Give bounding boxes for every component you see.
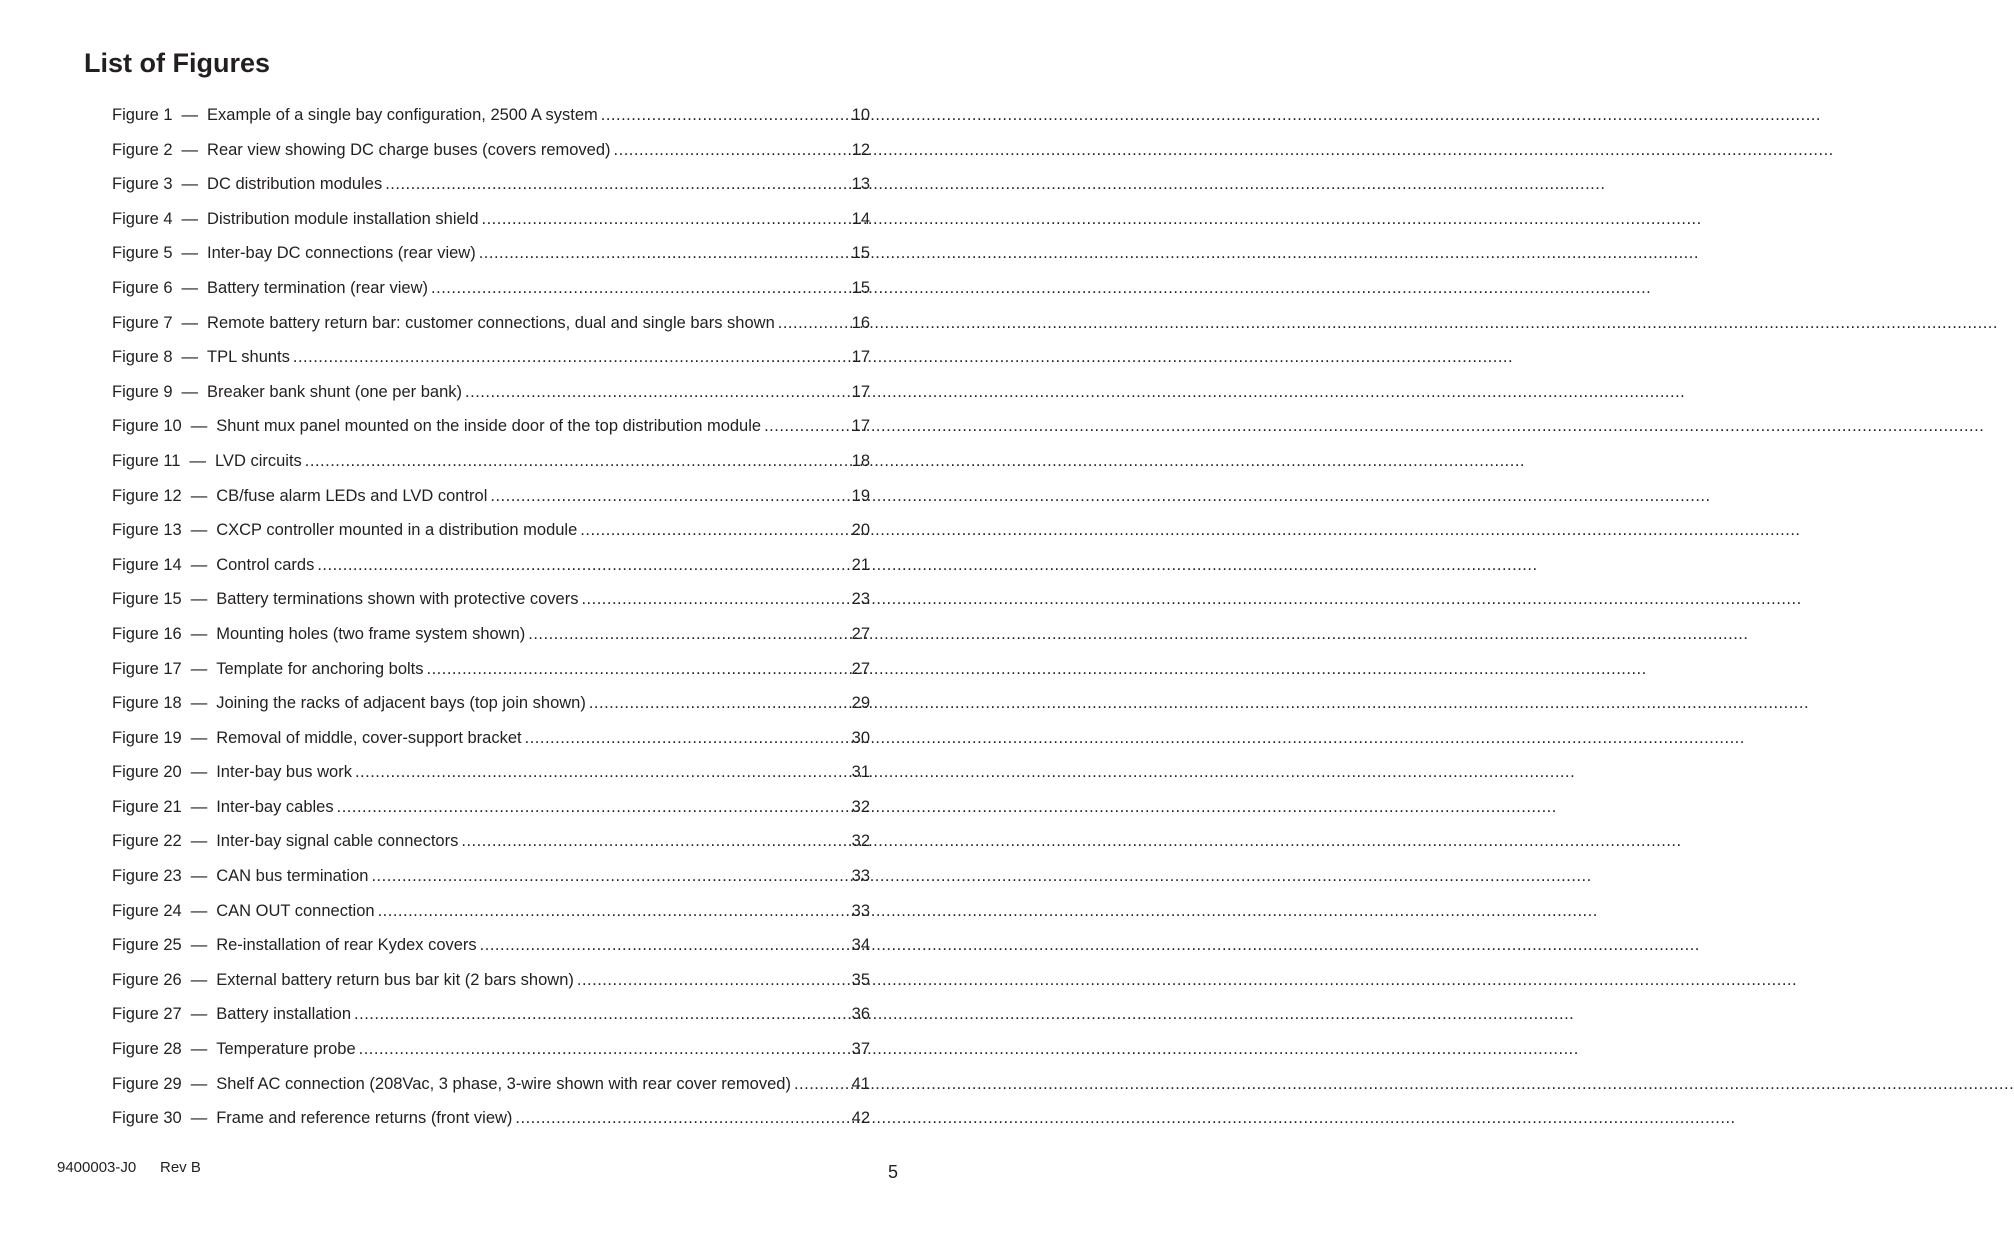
figure-entry[interactable] [112,210,870,245]
em-dash-separator: — [190,417,208,436]
em-dash-separator: — [190,590,208,609]
figure-caption: CB/fuse alarm LEDs and LVD control [216,486,488,505]
figure-caption: Shunt mux panel mounted on the inside door of the top distribution module [216,417,762,436]
em-dash-separator: — [181,313,199,332]
dot-leader [427,660,849,679]
em-dash-separator: — [181,106,199,124]
figure-entry[interactable] [112,832,870,867]
figure-caption: Frame and reference returns (front view) [216,1109,513,1128]
figure-label: Figure 14 [112,555,182,574]
em-dash-separator: — [181,382,199,401]
figure-entry[interactable] [112,798,870,833]
figure-entry[interactable] [112,625,870,660]
dot-leader [525,729,848,748]
figure-entry[interactable] [112,106,870,141]
dot-leader [305,452,848,471]
em-dash-separator: — [181,278,199,297]
figure-entry[interactable] [112,383,870,418]
dot-leader [482,210,848,229]
figure-page-number: 16 [851,313,870,332]
em-dash-separator: — [190,1040,208,1059]
em-dash-separator: — [190,1109,208,1128]
em-dash-separator: — [190,486,208,505]
figure-caption: Battery installation [216,1005,352,1024]
figure-page-number: 10 [851,106,870,124]
em-dash-separator: — [190,694,208,713]
dot-leader [601,106,848,125]
figure-page-number: 27 [851,659,870,678]
figure-page-number: 30 [851,728,870,747]
dot-leader [293,348,848,367]
figure-caption: Inter-bay DC connections (rear view) [207,244,476,263]
figure-caption: Battery terminations shown with protective covers [216,590,579,609]
dot-leader [580,521,848,540]
figure-label: Figure 30 [112,1109,182,1128]
em-dash-separator: — [181,244,199,263]
figure-page-number: 13 [851,175,870,194]
em-dash-separator: — [181,140,199,159]
em-dash-separator: — [190,867,208,886]
figure-label: Figure 7 [112,313,173,332]
em-dash-separator: — [181,175,199,194]
figure-page-number: 19 [851,486,870,505]
figure-label: Figure 9 [112,382,173,401]
figure-caption: Rear view showing DC charge buses (covers removed) [207,140,611,159]
em-dash-separator: — [181,348,199,367]
figure-page-number: 31 [851,763,870,782]
figure-entry[interactable] [112,175,870,210]
figure-label: Figure 8 [112,348,173,367]
figure-entry[interactable] [112,660,870,695]
figure-page-number: 34 [851,936,870,955]
em-dash-separator: — [189,451,206,470]
figure-caption: LVD circuits [214,451,302,470]
dot-leader [581,590,848,609]
figure-entry[interactable] [112,1075,870,1110]
dot-leader [479,244,848,263]
figure-entry[interactable] [112,902,870,937]
figure-label: Figure 18 [112,694,182,713]
em-dash-separator: — [190,901,208,920]
figure-caption: Distribution module installation shield [207,209,479,228]
figure-label: Figure 5 [112,244,173,263]
figure-label: Figure 26 [112,970,182,989]
figure-caption: Example of a single bay configuration, 2500 A system [207,106,598,124]
figure-entry[interactable] [112,1109,870,1144]
figure-page-number: 17 [851,417,870,436]
figure-list [112,106,870,1144]
figure-label: Figure 17 [112,659,182,678]
dot-leader [764,417,848,436]
figure-entry[interactable] [112,452,870,487]
em-dash-separator: — [190,1005,208,1024]
dot-leader [577,971,848,990]
figure-label: Figure 25 [112,936,182,955]
figure-caption: Shelf AC connection (208Vac, 3 phase, 3-wire shown with rear cover removed) [216,1074,791,1093]
dot-leader [480,936,848,955]
figure-page-number: 37 [851,1040,870,1059]
footer-doc-number: 9400003-J0 [57,1159,137,1176]
figure-label: Figure 27 [112,1005,182,1024]
em-dash-separator: — [190,832,208,851]
figure-page-number: 15 [851,278,870,297]
dot-leader [378,902,848,921]
figure-page-number: 33 [851,901,870,920]
figure-caption: CAN OUT connection [216,901,375,920]
figure-caption: Inter-bay bus work [216,763,352,782]
figure-entry[interactable] [112,487,870,522]
figure-page-number: 20 [851,521,870,540]
figure-entry[interactable] [112,867,870,902]
figure-caption: Removal of middle, cover-support bracket [216,728,522,747]
dot-leader [461,832,848,851]
em-dash-separator: — [190,624,208,643]
figure-caption: Inter-bay cables [216,797,334,816]
figure-entry[interactable] [112,348,870,383]
figure-caption: Inter-bay signal cable connectors [216,832,459,851]
figure-label: Figure 24 [112,901,182,920]
em-dash-separator: — [190,970,208,989]
figure-entry[interactable] [112,314,870,349]
figure-entry[interactable] [112,729,870,764]
figure-caption: Breaker bank shunt (one per bank) [207,382,463,401]
figure-page-number: 27 [851,624,870,643]
figure-caption: Temperature probe [216,1040,356,1059]
figure-entry[interactable] [112,763,870,798]
figure-entry[interactable] [112,1040,870,1075]
figure-entry[interactable] [112,694,870,729]
figure-entry[interactable] [112,417,870,452]
em-dash-separator: — [190,797,208,816]
figure-caption: Template for anchoring bolts [216,659,424,678]
figure-page-number: 15 [851,244,870,263]
figure-page-number: 36 [851,1005,870,1024]
figure-label: Figure 6 [112,278,173,297]
dot-leader [385,175,848,194]
em-dash-separator: — [190,1074,208,1093]
dot-leader [778,314,848,333]
dot-leader [431,279,848,298]
figure-label: Figure 10 [112,417,182,436]
figure-label: Figure 2 [112,140,173,159]
figure-caption: CXCP controller mounted in a distribution module [216,521,578,540]
dot-leader [614,141,848,160]
figure-page-number: 42 [851,1109,870,1128]
figure-page-number: 21 [851,555,870,574]
footer-revision: Rev B [160,1159,201,1176]
figure-caption: Re-installation of rear Kydex covers [216,936,477,955]
figure-caption: CAN bus termination [216,867,369,886]
em-dash-separator: — [190,659,208,678]
figure-page-number: 12 [851,140,870,159]
dot-leader [371,867,848,886]
figure-label: Figure 15 [112,590,182,609]
em-dash-separator: — [190,936,208,955]
figure-label: Figure 19 [112,728,182,747]
dot-leader [589,694,848,713]
figure-page-number: 41 [851,1074,870,1093]
figure-page-number: 35 [851,970,870,989]
figure-caption: Mounting holes (two frame system shown) [216,624,526,643]
em-dash-separator: — [190,728,208,747]
figure-page-number: 32 [851,832,870,851]
em-dash-separator: — [190,521,208,540]
dot-leader [359,1040,848,1059]
dot-leader [354,1005,848,1024]
figure-entry[interactable] [112,590,870,625]
figure-entry[interactable] [112,521,870,556]
figure-label: Figure 11 [112,451,181,470]
figure-caption: Control cards [216,555,315,574]
figure-label: Figure 21 [112,797,182,816]
footer-page-number: 5 [887,1162,898,1182]
figure-label: Figure 29 [112,1074,182,1093]
figure-label: Figure 28 [112,1040,182,1059]
figure-entry[interactable] [112,141,870,176]
figure-label: Figure 12 [112,486,182,505]
figure-entry[interactable] [112,1005,870,1040]
figure-label: Figure 4 [112,209,173,228]
figure-entry[interactable] [112,556,870,591]
figure-label: Figure 23 [112,867,182,886]
figure-caption: TPL shunts [207,348,290,367]
dot-leader [515,1109,848,1128]
figure-page-number: 18 [851,451,870,470]
figure-label: Figure 13 [112,521,182,540]
figure-label: Figure 1 [112,106,173,124]
figure-label: Figure 22 [112,832,182,851]
figure-page-number: 17 [851,348,870,367]
figure-caption: DC distribution modules [207,175,383,194]
dot-leader [794,1075,848,1094]
dot-leader [355,763,848,782]
figure-entry[interactable] [112,936,870,971]
figure-page-number: 14 [851,209,870,228]
figure-page-number: 23 [851,590,870,609]
dot-leader [337,798,848,817]
dot-leader [528,625,848,644]
figure-entry[interactable] [112,971,870,1006]
figure-caption: Remote battery return bar: customer connections, dual and single bars shown [207,313,775,332]
figure-page-number: 17 [851,382,870,401]
figure-label: Figure 20 [112,763,182,782]
figure-caption: External battery return bus bar kit (2 bars shown) [216,970,574,989]
figure-label: Figure 3 [112,175,173,194]
figure-label: Figure 16 [112,624,182,643]
em-dash-separator: — [190,555,208,574]
figure-page-number: 29 [851,694,870,713]
figure-caption: Joining the racks of adjacent bays (top join shown) [216,694,586,713]
page-title: List of Figures [84,48,271,78]
figure-entry[interactable] [112,279,870,314]
dot-leader [317,556,848,575]
figure-caption: Battery termination (rear view) [207,278,429,297]
figure-page-number: 32 [851,797,870,816]
em-dash-separator: — [181,209,199,228]
dot-leader [490,487,848,506]
figure-page-number: 33 [851,867,870,886]
em-dash-separator: — [190,763,208,782]
figure-entry[interactable] [112,244,870,279]
dot-leader [465,383,848,402]
